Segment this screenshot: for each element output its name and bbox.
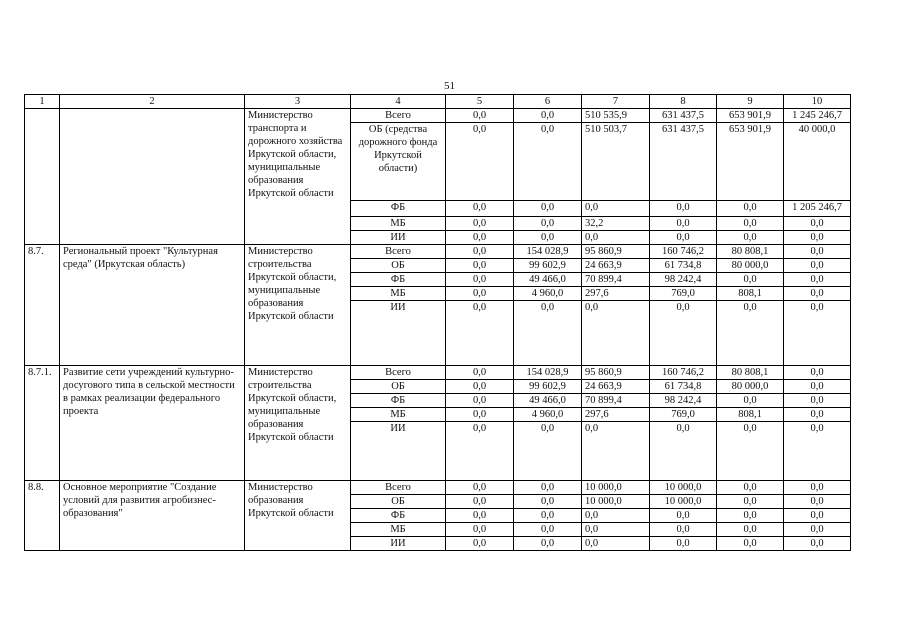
value-cell: 0,0 xyxy=(514,495,582,509)
value-cell: 10 000,0 xyxy=(650,495,717,509)
value-cell: 95 860,9 xyxy=(582,245,650,259)
value-cell: 99 602,9 xyxy=(514,380,582,394)
value-cell: 0,0 xyxy=(446,366,514,380)
value-cell: 70 899,4 xyxy=(582,394,650,408)
value-cell: 99 602,9 xyxy=(514,259,582,273)
value-cell: 80 808,1 xyxy=(717,366,784,380)
value-cell: 0,0 xyxy=(784,217,851,231)
value-cell: 653 901,9 xyxy=(717,123,784,201)
value-cell: 0,0 xyxy=(717,301,784,366)
value-cell: 0,0 xyxy=(650,217,717,231)
header-cell: 10 xyxy=(784,95,851,109)
value-cell: 510 535,9 xyxy=(582,109,650,123)
header-cell: 5 xyxy=(446,95,514,109)
funding-source: ОБ xyxy=(351,259,446,273)
value-cell: 49 466,0 xyxy=(514,394,582,408)
value-cell: 98 242,4 xyxy=(650,394,717,408)
value-cell: 0,0 xyxy=(446,217,514,231)
value-cell: 0,0 xyxy=(784,273,851,287)
value-cell: 0,0 xyxy=(446,301,514,366)
value-cell: 0,0 xyxy=(446,422,514,481)
funding-source: ИИ xyxy=(351,422,446,481)
funding-source: Всего xyxy=(351,481,446,495)
value-cell: 0,0 xyxy=(717,481,784,495)
value-cell: 4 960,0 xyxy=(514,287,582,301)
funding-source: Всего xyxy=(351,366,446,380)
value-cell: 0,0 xyxy=(582,537,650,551)
header-cell: 8 xyxy=(650,95,717,109)
value-cell: 0,0 xyxy=(582,201,650,217)
value-cell: 0,0 xyxy=(446,408,514,422)
value-cell: 653 901,9 xyxy=(717,109,784,123)
value-cell: 0,0 xyxy=(514,231,582,245)
value-cell: 0,0 xyxy=(582,301,650,366)
value-cell: 0,0 xyxy=(717,523,784,537)
value-cell: 0,0 xyxy=(717,201,784,217)
value-cell: 80 000,0 xyxy=(717,259,784,273)
responsible-executor: Министерство строительства Иркутской области, муниципальные образования Иркутской области xyxy=(245,366,351,481)
value-cell: 0,0 xyxy=(514,509,582,523)
value-cell: 0,0 xyxy=(784,509,851,523)
value-cell: 769,0 xyxy=(650,408,717,422)
header-cell: 4 xyxy=(351,95,446,109)
value-cell: 0,0 xyxy=(650,509,717,523)
value-cell: 0,0 xyxy=(446,509,514,523)
value-cell: 0,0 xyxy=(717,495,784,509)
value-cell: 95 860,9 xyxy=(582,366,650,380)
value-cell: 0,0 xyxy=(784,366,851,380)
value-cell: 0,0 xyxy=(650,422,717,481)
item-name: Региональный проект "Культурная среда" (Иркутская область) xyxy=(60,245,245,366)
value-cell: 80 000,0 xyxy=(717,380,784,394)
header-cell: 9 xyxy=(717,95,784,109)
value-cell: 0,0 xyxy=(446,231,514,245)
value-cell: 80 808,1 xyxy=(717,245,784,259)
item-code xyxy=(25,109,60,245)
funding-source: ФБ xyxy=(351,509,446,523)
funding-source: ИИ xyxy=(351,231,446,245)
value-cell: 154 028,9 xyxy=(514,366,582,380)
value-cell: 0,0 xyxy=(514,201,582,217)
value-cell: 0,0 xyxy=(446,495,514,509)
value-cell: 0,0 xyxy=(514,123,582,201)
value-cell: 70 899,4 xyxy=(582,273,650,287)
value-cell: 0,0 xyxy=(784,408,851,422)
value-cell: 10 000,0 xyxy=(582,481,650,495)
value-cell: 160 746,2 xyxy=(650,366,717,380)
value-cell: 0,0 xyxy=(514,537,582,551)
value-cell: 0,0 xyxy=(717,231,784,245)
value-cell: 0,0 xyxy=(784,380,851,394)
item-name: Основное мероприятие "Создание условий для развития агробизнес-образования" xyxy=(60,481,245,551)
value-cell: 10 000,0 xyxy=(582,495,650,509)
value-cell: 40 000,0 xyxy=(784,123,851,201)
value-cell: 0,0 xyxy=(446,123,514,201)
value-cell: 0,0 xyxy=(784,495,851,509)
value-cell: 0,0 xyxy=(784,301,851,366)
value-cell: 61 734,8 xyxy=(650,380,717,394)
value-cell: 0,0 xyxy=(514,109,582,123)
value-cell: 0,0 xyxy=(784,537,851,551)
value-cell: 631 437,5 xyxy=(650,109,717,123)
header-cell: 3 xyxy=(245,95,351,109)
value-cell: 769,0 xyxy=(650,287,717,301)
funding-source: ОБ xyxy=(351,380,446,394)
header-cell: 2 xyxy=(60,95,245,109)
value-cell: 0,0 xyxy=(650,201,717,217)
value-cell: 510 503,7 xyxy=(582,123,650,201)
value-cell: 0,0 xyxy=(446,273,514,287)
value-cell: 0,0 xyxy=(446,380,514,394)
value-cell: 0,0 xyxy=(582,231,650,245)
value-cell: 0,0 xyxy=(717,537,784,551)
value-cell: 24 663,9 xyxy=(582,259,650,273)
value-cell: 0,0 xyxy=(446,109,514,123)
value-cell: 61 734,8 xyxy=(650,259,717,273)
value-cell: 0,0 xyxy=(717,394,784,408)
value-cell: 0,0 xyxy=(784,394,851,408)
value-cell: 0,0 xyxy=(650,231,717,245)
budget-table xyxy=(24,94,851,551)
item-code: 8.8. xyxy=(25,481,60,551)
value-cell: 0,0 xyxy=(650,523,717,537)
value-cell: 297,6 xyxy=(582,287,650,301)
value-cell: 1 245 246,7 xyxy=(784,109,851,123)
header-cell: 7 xyxy=(582,95,650,109)
value-cell: 32,2 xyxy=(582,217,650,231)
funding-source: ФБ xyxy=(351,273,446,287)
header-row xyxy=(25,95,851,109)
value-cell: 0,0 xyxy=(784,259,851,273)
funding-source: МБ xyxy=(351,217,446,231)
header-cell: 1 xyxy=(25,95,60,109)
value-cell: 0,0 xyxy=(717,509,784,523)
item-code: 8.7. xyxy=(25,245,60,366)
page-number: 51 xyxy=(444,80,455,92)
value-cell: 0,0 xyxy=(446,201,514,217)
value-cell: 0,0 xyxy=(784,245,851,259)
value-cell: 0,0 xyxy=(446,259,514,273)
table-row xyxy=(25,245,851,259)
value-cell: 24 663,9 xyxy=(582,380,650,394)
responsible-executor: Министерство транспорта и дорожного хозяйства Иркутской области, муниципальные образования Иркутской области xyxy=(245,109,351,245)
value-cell: 0,0 xyxy=(582,422,650,481)
value-cell: 631 437,5 xyxy=(650,123,717,201)
value-cell: 0,0 xyxy=(784,523,851,537)
funding-source: ФБ xyxy=(351,201,446,217)
table-row xyxy=(25,481,851,495)
value-cell: 0,0 xyxy=(717,422,784,481)
item-name: Развитие сети учреждений культурно-досугового типа в сельской местности в рамках реализации федерального проекта xyxy=(60,366,245,481)
funding-source: МБ xyxy=(351,523,446,537)
value-cell: 0,0 xyxy=(446,394,514,408)
value-cell: 0,0 xyxy=(650,301,717,366)
value-cell: 10 000,0 xyxy=(650,481,717,495)
value-cell: 0,0 xyxy=(514,481,582,495)
value-cell: 808,1 xyxy=(717,287,784,301)
value-cell: 0,0 xyxy=(514,422,582,481)
value-cell: 0,0 xyxy=(582,509,650,523)
responsible-executor: Министерство образования Иркутской области xyxy=(245,481,351,551)
value-cell: 0,0 xyxy=(446,287,514,301)
value-cell: 49 466,0 xyxy=(514,273,582,287)
funding-source: ИИ xyxy=(351,537,446,551)
funding-source: ИИ xyxy=(351,301,446,366)
funding-source: Всего xyxy=(351,245,446,259)
value-cell: 0,0 xyxy=(650,537,717,551)
value-cell: 0,0 xyxy=(514,301,582,366)
table-row xyxy=(25,109,851,123)
value-cell: 1 205 246,7 xyxy=(784,201,851,217)
funding-source: МБ xyxy=(351,408,446,422)
item-code: 8.7.1. xyxy=(25,366,60,481)
funding-source: Всего xyxy=(351,109,446,123)
funding-source: ОБ xyxy=(351,495,446,509)
table-row xyxy=(25,366,851,380)
header-cell: 6 xyxy=(514,95,582,109)
value-cell: 0,0 xyxy=(784,231,851,245)
funding-source: МБ xyxy=(351,287,446,301)
funding-source: ОБ (средства дорожного фонда Иркутской области) xyxy=(351,123,446,201)
funding-source: ФБ xyxy=(351,394,446,408)
value-cell: 0,0 xyxy=(582,523,650,537)
value-cell: 0,0 xyxy=(717,217,784,231)
value-cell: 160 746,2 xyxy=(650,245,717,259)
value-cell: 0,0 xyxy=(446,537,514,551)
value-cell: 0,0 xyxy=(514,217,582,231)
item-name xyxy=(60,109,245,245)
value-cell: 0,0 xyxy=(784,422,851,481)
value-cell: 297,6 xyxy=(582,408,650,422)
responsible-executor: Министерство строительства Иркутской области, муниципальные образования Иркутской области xyxy=(245,245,351,366)
value-cell: 0,0 xyxy=(446,481,514,495)
value-cell: 98 242,4 xyxy=(650,273,717,287)
value-cell: 0,0 xyxy=(446,523,514,537)
value-cell: 808,1 xyxy=(717,408,784,422)
value-cell: 4 960,0 xyxy=(514,408,582,422)
value-cell: 154 028,9 xyxy=(514,245,582,259)
value-cell: 0,0 xyxy=(717,273,784,287)
value-cell: 0,0 xyxy=(784,481,851,495)
value-cell: 0,0 xyxy=(784,287,851,301)
value-cell: 0,0 xyxy=(514,523,582,537)
value-cell: 0,0 xyxy=(446,245,514,259)
